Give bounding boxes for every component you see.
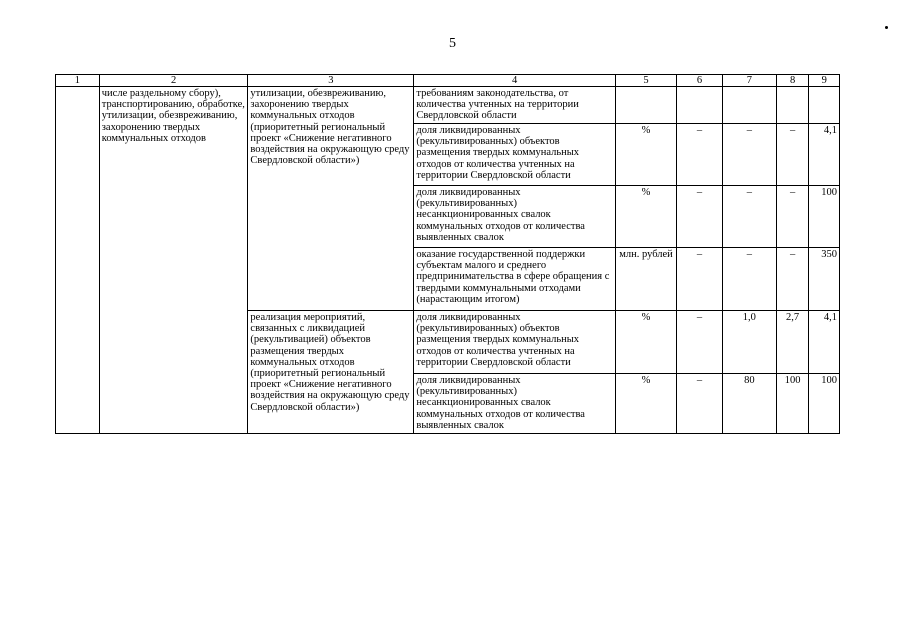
value-cell-6: –: [677, 124, 723, 186]
indicator-cell: доля ликвидированных (рекультивированных) объектов размещения твердых коммунальных отходов от количества учтенных на территории Свердловской области: [414, 311, 616, 374]
unit-cell: %: [615, 374, 676, 434]
value-cell-9: 350: [809, 248, 840, 311]
header-col-4: 4: [414, 75, 616, 87]
header-col-8: 8: [776, 75, 809, 87]
value-cell-6: –: [677, 311, 723, 374]
unit-cell: [615, 87, 676, 124]
header-col-3: 3: [248, 75, 414, 87]
value-cell-8: –: [776, 248, 809, 311]
value-cell-6: –: [677, 374, 723, 434]
task-text: числе раздельному сбору), транспортированию, обработке, утилизации, обезвреживанию, захоронению твердых коммунальных отходов: [101, 88, 245, 144]
unit-cell: млн. рублей: [615, 248, 676, 311]
value-cell-9: 4,1: [809, 311, 840, 374]
indicator-cell: требованиям законодательства, от количества учтенных на территории Свердловской области: [414, 87, 616, 124]
indicator-cell: оказание государственной поддержки субъектам малого и среднего предпринимательства в сфере обращения с твердыми коммунальными отходами (нарастающим итогом): [414, 248, 616, 311]
value-cell-7: –: [722, 248, 776, 311]
indicator-cell: доля ликвидированных (рекультивированных) несанкционированных свалок коммунальных отходов от количества выявленных свалок: [414, 186, 616, 248]
value-cell-8: [776, 87, 809, 124]
header-row: [56, 75, 840, 87]
value-cell-9: [809, 87, 840, 124]
col3-event-cell-1: [248, 87, 414, 311]
event-text-1: утилизации, обезвреживанию, захоронению твердых коммунальных отходов (приоритетный региональный проект «Снижение негативного воздействия на окружающую среду Свердловской области»): [250, 88, 410, 167]
value-cell-8: –: [776, 186, 809, 248]
col3-event-cell-2: [248, 311, 414, 434]
header-col-6: 6: [677, 75, 723, 87]
indicator-cell: доля ликвидированных (рекультивированных) объектов размещения твердых коммунальных отходов от количества учтенных на территории Свердловской области: [414, 124, 616, 186]
value-cell-7: –: [722, 186, 776, 248]
header-col-2: 2: [99, 75, 248, 87]
value-cell-8: 2,7: [776, 311, 809, 374]
value-cell-7: –: [722, 124, 776, 186]
value-cell-7: 1,0: [722, 311, 776, 374]
value-cell-9: 100: [809, 374, 840, 434]
unit-cell: %: [615, 124, 676, 186]
value-cell-6: –: [677, 186, 723, 248]
value-cell-9: 4,1: [809, 124, 840, 186]
header-col-7: 7: [722, 75, 776, 87]
event-text-2: реализация мероприятий, связанных с ликвидацией (рекультивацией) объектов размещения твердых коммунальных отходов (приоритетный региональный проект «Снижение негативного воздействия на окружающую среду Свердловской области»): [250, 312, 410, 413]
header-col-1: 1: [56, 75, 100, 87]
scan-speck: [885, 26, 888, 29]
col2-task-cell: [99, 87, 248, 434]
value-cell-8: –: [776, 124, 809, 186]
header-col-5: 5: [615, 75, 676, 87]
unit-cell: %: [615, 186, 676, 248]
indicator-cell: доля ликвидированных (рекультивированных) несанкционированных свалок коммунальных отходов от количества выявленных свалок: [414, 374, 616, 434]
table-row: [56, 87, 840, 124]
page-number: 5: [449, 36, 456, 51]
col1-cell: [56, 87, 100, 434]
value-cell-7: 80: [722, 374, 776, 434]
unit-cell: %: [615, 311, 676, 374]
indicators-table: [55, 74, 840, 434]
value-cell-9: 100: [809, 186, 840, 248]
value-cell-6: [677, 87, 723, 124]
value-cell-6: –: [677, 248, 723, 311]
value-cell-8: 100: [776, 374, 809, 434]
header-col-9: 9: [809, 75, 840, 87]
value-cell-7: [722, 87, 776, 124]
